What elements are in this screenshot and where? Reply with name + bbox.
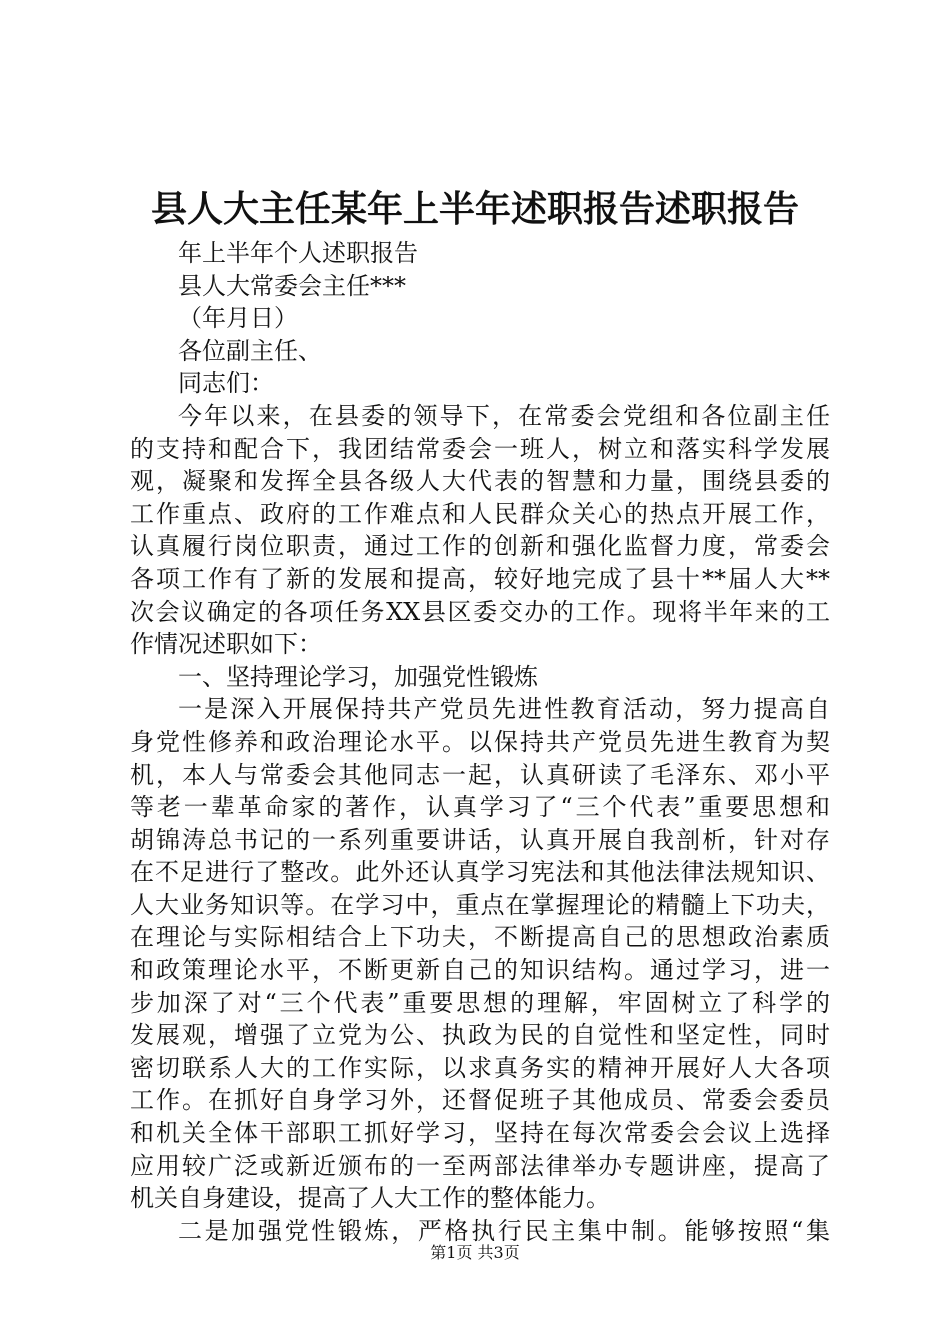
paragraph-line: 今年以来，在县委的领导下，在常委会党组和各位副主任 (178, 401, 830, 430)
paragraph-line: 人大业务知识等。在学习中，重点在掌握理论的精髓上下功夫， (130, 890, 830, 919)
paragraph-line: 密切联系人大的工作实际，以求真务实的精神开展好人大各项 (130, 1053, 830, 1082)
paragraph-line: 和机关全体干部职工抓好学习，坚持在每次常委会会议上选择 (130, 1119, 830, 1148)
section-heading: 一、坚持理论学习，加强党性锻炼 (178, 662, 538, 691)
paragraph-intro (130, 400, 830, 661)
paragraph-line: 和政策理论水平，不断更新自己的知识结构。通过学习，进一 (130, 956, 830, 985)
paragraph-line: 各项工作有了新的发展和提高，较好地完成了县十**届人大** (130, 564, 830, 593)
paragraph-line: 等老一辈革命家的著作，认真学习了“三个代表”重要思想和 (130, 793, 830, 822)
paragraph-line: 的支持和配合下，我团结常委会一班人，树立和落实科学发展 (130, 434, 830, 463)
paragraph-line: 一是深入开展保持共产党员先进性教育活动，努力提高自 (178, 695, 830, 724)
subtitle-line: 年上半年个人述职报告 (178, 239, 418, 267)
paragraph-line: 应用较广泛或新近颁布的一至两部法律举办专题讲座，提高了 (130, 1151, 830, 1180)
salutation-line: 各位副主任、 (178, 336, 322, 365)
paragraph-line: 次会议确定的各项任务XX县区委交办的工作。现将半年来的工 (130, 597, 830, 626)
document-title: 县人大主任某年上半年述职报告述职报告 (150, 188, 799, 230)
paragraph-line: 认真履行岗位职责，通过工作的创新和强化监督力度，常委会 (130, 532, 830, 561)
paragraph-line: 机关自身建设，提高了人大工作的整体能力。 (130, 1184, 610, 1213)
paragraph-line: 二是加强党性锻炼，严格执行民主集中制。能够按照“集 (178, 1216, 830, 1245)
document-body (130, 237, 830, 1247)
paragraph-line: 在不足进行了整改。此外还认真学习宪法和其他法律法规知识、 (130, 858, 830, 887)
salutation-line: 同志们： (178, 369, 274, 398)
date-line: （年月日） (178, 304, 298, 333)
paragraph-line: 机，本人与常委会其他同志一起，认真研读了毛泽东、邓小平 (130, 760, 830, 789)
paragraph-line: 步加深了对“三个代表”重要思想的理解，牢固树立了科学的 (130, 988, 830, 1017)
paragraph-line: 作情况述职如下： (130, 630, 322, 659)
page-number-footer: 第1页 共3页 (430, 1243, 520, 1262)
paragraph-line: 发展观，增强了立党为公、执政为民的自觉性和坚定性，同时 (130, 1021, 830, 1050)
paragraph-line: 胡锦涛总书记的一系列重要讲话，认真开展自我剖析，针对存 (130, 825, 830, 854)
paragraph-line: 工作。在抓好自身学习外，还督促班子其他成员、常委会委员 (130, 1086, 830, 1115)
paragraph-line: 工作重点、政府的工作难点和人民群众关心的热点开展工作， (130, 499, 830, 528)
author-line: 县人大常委会主任*** (178, 271, 406, 300)
paragraph-line: 身党性修养和政治理论水平。以保持共产党员先进生教育为契 (130, 727, 830, 756)
paragraph-line: 观，凝聚和发挥全县各级人大代表的智慧和力量，围绕县委的 (130, 467, 830, 496)
paragraph-line: 在理论与实际相结合上下功夫，不断提高自己的思想政治素质 (130, 923, 830, 952)
paragraph-study (130, 693, 830, 1215)
